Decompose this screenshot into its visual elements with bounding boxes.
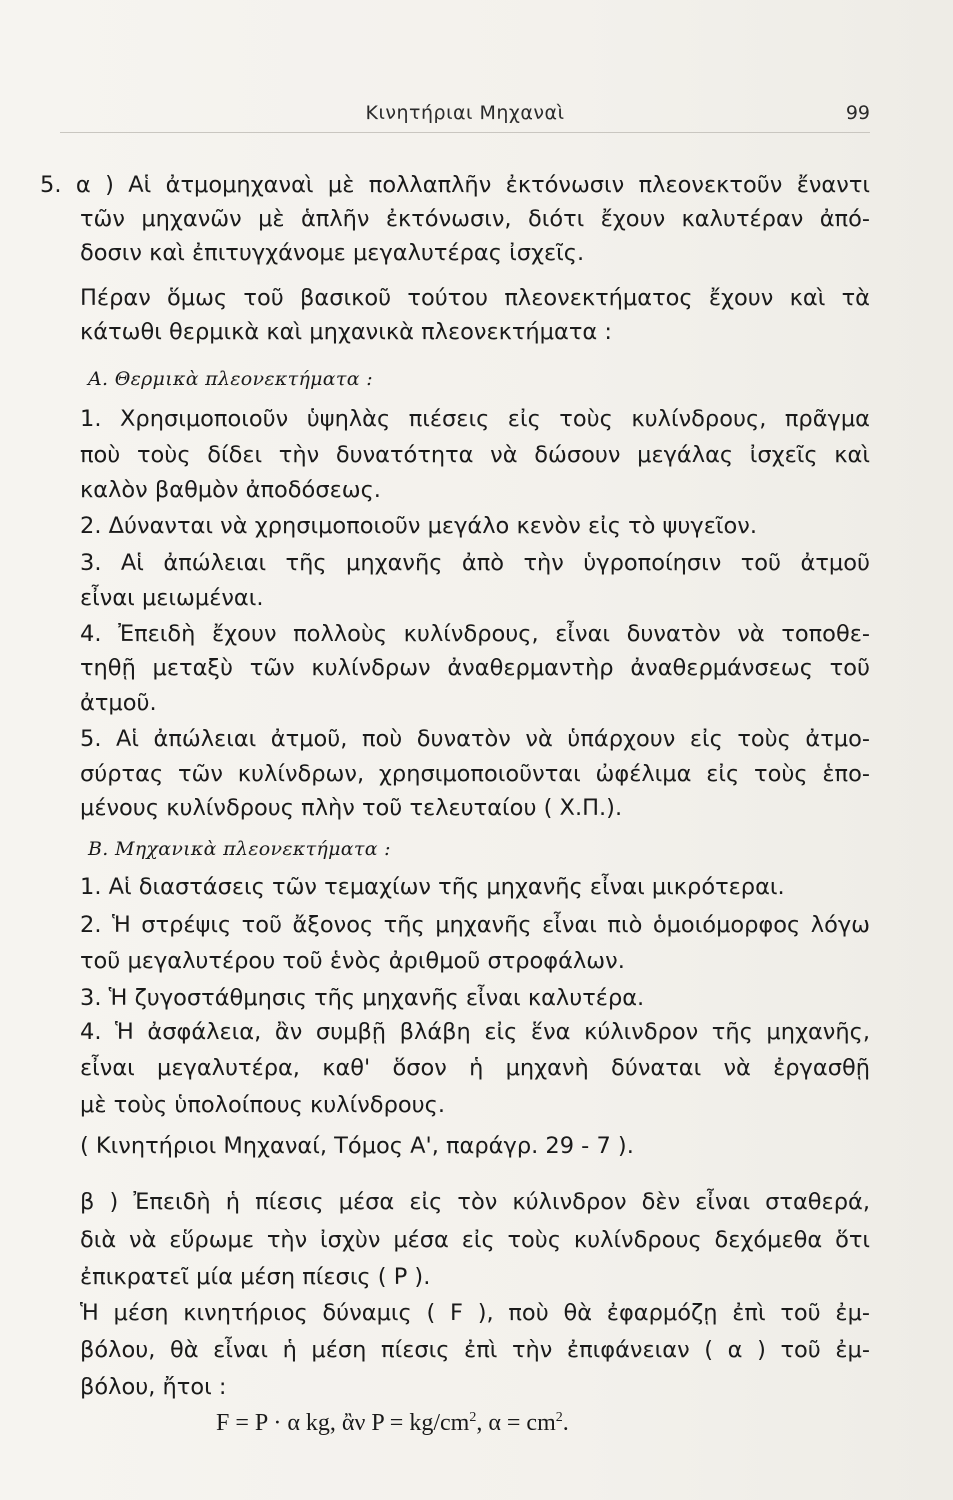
text-line: 5. α ) Αἱ ἀτμομηχαναὶ μὲ πολλαπλῆν ἐκτόνωσιν πλεονεκτοῦν ἔναντι [40, 172, 870, 198]
formula-part: , α = cm [476, 1410, 556, 1436]
text-line: τοῦ μεγαλυτέρου τοῦ ἑνὸς ἀριθμοῦ στροφάλων. [80, 948, 625, 974]
text-line: 3. Ἡ ζυγοστάθμησις τῆς μηχανῆς εἶναι καλυτέρα. [80, 985, 645, 1011]
source-reference: ( Κινητήριοι Μηχαναί, Τόμος Α', παράγρ. 29 - 7 ). [80, 1133, 634, 1159]
text-line: δοσιν καὶ ἐπιτυγχάνομε μεγαλυτέρας ἰσχεῖς. [80, 240, 585, 266]
text-line: 4. Ἡ ἀσφάλεια, ἂν συμβῇ βλάβη εἰς ἕνα κύλινδρον τῆς μηχανῆς, [80, 1019, 870, 1045]
text-line: 3. Αἱ ἀπώλειαι τῆς μηχανῆς ἀπὸ τὴν ὑγροποίησιν τοῦ ἀτμοῦ [80, 550, 870, 576]
text-line: μὲ τοὺς ὑπολοίπους κυλίνδρους. [80, 1092, 445, 1118]
formula [216, 1408, 569, 1438]
formula-part: F = P · α kg, ἂν P = kg/cm [216, 1410, 470, 1436]
text-line: βόλου, ἤτοι : [80, 1374, 227, 1400]
text-line: τῶν μηχανῶν μὲ ἁπλῆν ἐκτόνωσιν, διότι ἔχουν καλυτέραν ἀπό- [80, 206, 870, 232]
section-heading-thermal: Α. Θερμικὰ πλεονεκτήματα : [88, 368, 373, 390]
text-line: εἶναι μειωμέναι. [80, 585, 264, 611]
formula-superscript: 2 [469, 1410, 477, 1425]
text-line: 5. Αἱ ἀπώλειαι ἀτμοῦ, ποὺ δυνατὸν νὰ ὑπάρχουν εἰς τοὺς ἀτμο- [80, 726, 870, 752]
text-line: καλὸν βαθμὸν ἀποδόσεως. [80, 477, 381, 503]
text-line: μένους κυλίνδρους πλὴν τοῦ τελευταίου ( Χ.Π.). [80, 795, 623, 821]
text-line: 1. Αἱ διαστάσεις τῶν τεμαχίων τῆς μηχανῆς εἶναι μικρότεραι. [80, 874, 785, 900]
text-line: Πέραν ὅμως τοῦ βασικοῦ τούτου πλεονεκτήματος ἔχουν καὶ τὰ [80, 285, 870, 311]
formula-part: . [562, 1410, 569, 1436]
running-title: Κινητήριαι Μηχαναὶ [365, 102, 565, 124]
text-line: 2. Ἡ στρέψις τοῦ ἄξονος τῆς μηχανῆς εἶναι πιὸ ὁμοιόμορφος λόγω [80, 912, 870, 938]
text-line: βόλου, θὰ εἶναι ἡ μέση πίεσις ἐπὶ τὴν ἐπιφάνειαν ( α ) τοῦ ἐμ- [80, 1337, 870, 1363]
text-line: ἐπικρατεῖ μία μέση πίεσις ( Ρ ). [80, 1264, 431, 1290]
running-head [60, 102, 870, 133]
text-line: 4. Ἐπειδὴ ἔχουν πολλοὺς κυλίνδρους, εἶναι δυνατὸν νὰ τοποθε- [80, 621, 870, 647]
text-line: ποὺ τοὺς δίδει τὴν δυνατότητα νὰ δώσουν μεγάλας ἰσχεῖς καὶ [80, 442, 870, 468]
text-line: β ) Ἐπειδὴ ἡ πίεσις μέσα εἰς τὸν κύλινδρον δὲν εἶναι σταθερά, [80, 1189, 870, 1215]
text-line: κάτωθι θερμικὰ καὶ μηχανικὰ πλεονεκτήματα : [80, 319, 612, 345]
text-line: εἶναι μεγαλυτέρα, καθ' ὅσον ἡ μηχανὴ δύναται νὰ ἐργασθῇ [80, 1055, 870, 1081]
text-line: 2. Δύνανται νὰ χρησιμοποιοῦν μεγάλο κενὸν εἰς τὸ ψυγεῖον. [80, 513, 757, 539]
section-heading-mechanical: Β. Μηχανικὰ πλεονεκτήματα : [88, 838, 391, 860]
text-line: Ἡ μέση κινητήριος δύναμις ( F ), ποὺ θὰ ἐφαρμόζῃ ἐπὶ τοῦ ἐμ- [80, 1300, 870, 1326]
text-line: τηθῇ μεταξὺ τῶν κυλίνδρων ἀναθερμαντὴρ ἀναθερμάνσεως τοῦ [80, 655, 870, 681]
text-line: διὰ νὰ εὕρωμε τὴν ἰσχὺν μέσα εἰς τοὺς κυλίνδρους δεχόμεθα ὅτι [80, 1227, 870, 1253]
text-line: 1. Χρησιμοποιοῦν ὑψηλὰς πιέσεις εἰς τοὺς κυλίνδρους, πρᾶγμα [80, 406, 870, 432]
text-line: σύρτας τῶν κυλίνδρων, χρησιμοποιοῦνται ὠφέλιμα εἰς τοὺς ἑπο- [80, 761, 870, 787]
formula-superscript: 2 [555, 1410, 563, 1425]
text-line: ἀτμοῦ. [80, 690, 157, 716]
page-number: 99 [845, 102, 870, 124]
